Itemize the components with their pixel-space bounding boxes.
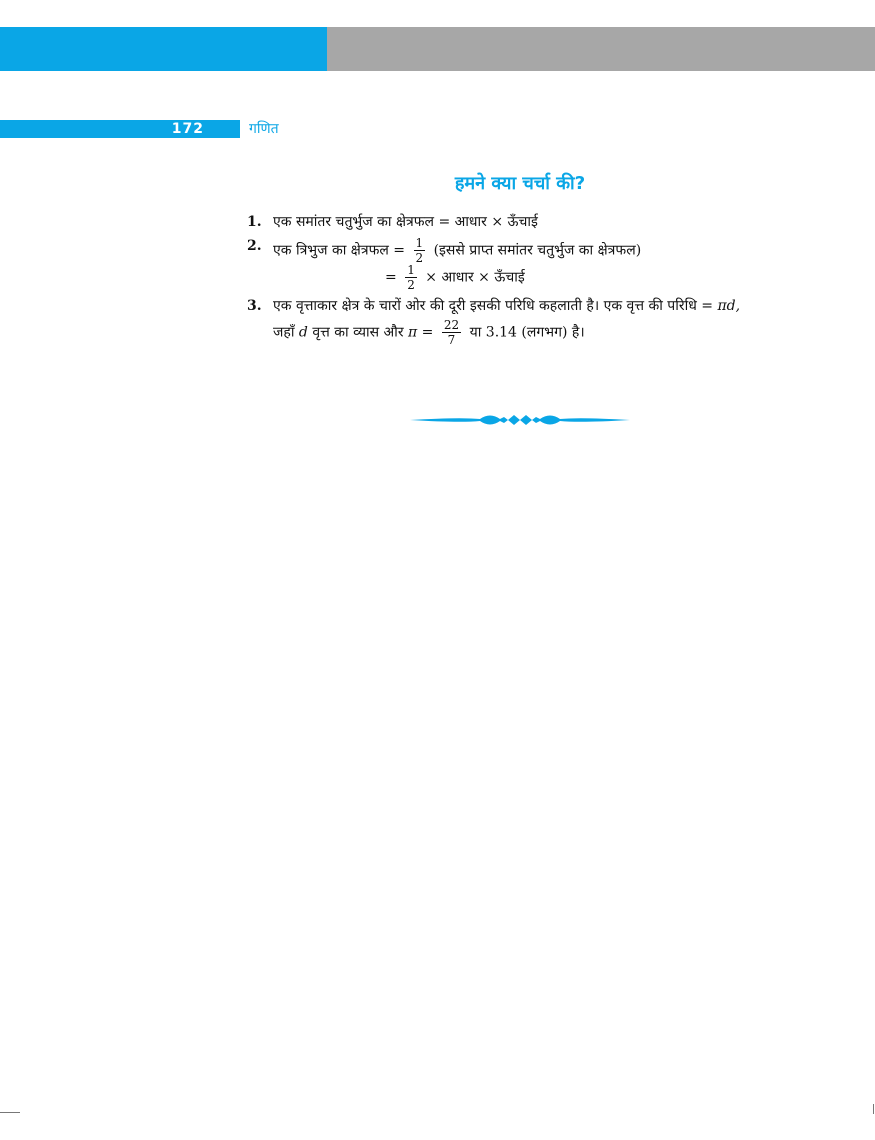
page-number-tab bbox=[0, 120, 240, 138]
item-text: या 3.14 (लगभग) है। bbox=[469, 324, 585, 341]
fraction-numerator: 1 bbox=[407, 263, 415, 277]
fraction bbox=[414, 236, 426, 265]
fraction-denominator: 2 bbox=[415, 251, 424, 265]
fraction-numerator: 1 bbox=[415, 236, 424, 250]
list-item bbox=[247, 296, 807, 347]
formula-pi-d: πd, bbox=[717, 298, 741, 314]
page-number: 172 bbox=[171, 121, 204, 137]
item-line bbox=[273, 318, 807, 347]
item-text: (इससे प्राप्त समांतर चतुर्भुज का क्षेत्रफल) bbox=[433, 242, 642, 259]
fraction bbox=[442, 318, 461, 347]
variable-d: d bbox=[298, 324, 308, 341]
item-text: एक वृत्ताकार क्षेत्र के चारों ओर की दूरी इसकी परिधि कहलाती है। एक वृत्त की परिधि = bbox=[273, 298, 713, 314]
header-band-accent bbox=[0, 27, 327, 71]
item-text: एक समांतर चतुर्भुज का क्षेत्रफल = आधार × ऊँचाई bbox=[273, 214, 538, 230]
header-band-gray bbox=[327, 27, 875, 71]
fraction-denominator: 7 bbox=[447, 333, 456, 347]
item-line bbox=[273, 296, 807, 316]
item-text: वृत्त का व्यास और bbox=[312, 324, 404, 341]
decorative-divider bbox=[410, 409, 630, 431]
item-number: 1. bbox=[247, 214, 262, 230]
item-text: एक त्रिभुज का क्षेत्रफल = bbox=[273, 242, 406, 259]
item-continuation bbox=[273, 263, 807, 292]
summary-list bbox=[247, 212, 807, 351]
pi-symbol: π = bbox=[408, 324, 434, 341]
fraction-numerator: 22 bbox=[443, 318, 460, 332]
crop-mark bbox=[0, 1112, 20, 1113]
list-item bbox=[247, 236, 807, 292]
item-text: × आधार × ऊँचाई bbox=[425, 269, 525, 286]
equals-sign: = bbox=[385, 269, 397, 286]
list-item bbox=[247, 212, 807, 232]
item-number: 3. bbox=[247, 298, 262, 314]
item-number: 2. bbox=[247, 238, 262, 254]
fraction-denominator: 2 bbox=[407, 278, 415, 292]
subject-label: गणित bbox=[249, 121, 279, 137]
crop-mark bbox=[873, 1104, 874, 1114]
fraction bbox=[405, 263, 417, 292]
section-title: हमने क्या चर्चा की? bbox=[454, 173, 586, 194]
item-text: जहाँ bbox=[273, 324, 295, 341]
